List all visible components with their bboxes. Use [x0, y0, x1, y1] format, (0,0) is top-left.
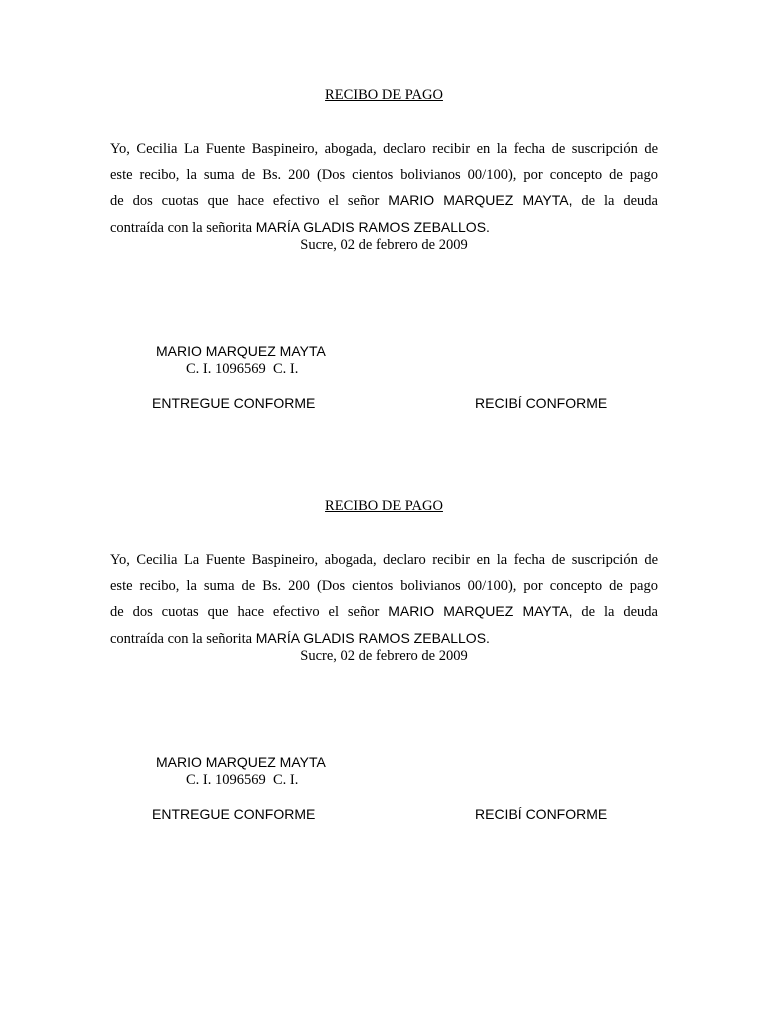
receipt-body-line-1: Yo, Cecilia La Fuente Baspineiro, abogada, declaro recibir en la fecha de suscripción de	[110, 141, 658, 157]
receipt-1	[0, 87, 768, 487]
place-date: Sucre, 02 de febrero de 2009	[300, 648, 468, 664]
creditor-name-inline: MARÍA GLADIS RAMOS ZEBALLOS.	[255, 218, 490, 235]
received-label: RECIBÍ CONFORME	[475, 806, 608, 822]
receipt-body	[110, 137, 658, 241]
payer-name-inline: MARIO MARQUEZ MAYTA,	[388, 192, 573, 208]
receipt-2	[0, 498, 768, 898]
receipt-body-line-3-start: de dos cuotas que hace efectivo el señor	[110, 604, 389, 620]
receipt-title: RECIBO DE PAGO	[325, 498, 443, 514]
receipt-body-line-3	[110, 599, 658, 626]
receipt-body	[110, 548, 658, 652]
place-date: Sucre, 02 de febrero de 2009	[300, 237, 468, 253]
receipt-body-line-3-start: de dos cuotas que hace efectivo el señor	[110, 193, 389, 209]
signer-ci: C. I. 1096569 C. I.	[186, 772, 299, 788]
receipt-body-line-3-end: de la deuda	[572, 604, 658, 620]
receipt-body-line-4-start: contraída con la señorita	[110, 630, 256, 647]
receipt-body-line-2: este recibo, la suma de Bs. 200 (Dos cientos bolivianos 00/100), por concepto de pago	[110, 577, 658, 594]
receipt-body-line-3-end: de la deuda	[572, 193, 658, 209]
signer-name: MARIO MARQUEZ MAYTA	[156, 343, 326, 359]
receipt-body-line-1: Yo, Cecilia La Fuente Baspineiro, abogada, declaro recibir en la fecha de suscripción de	[110, 552, 658, 568]
payer-name-inline: MARIO MARQUEZ MAYTA,	[388, 603, 573, 619]
receipt-body-line-2: este recibo, la suma de Bs. 200 (Dos cientos bolivianos 00/100), por concepto de pago	[110, 166, 658, 183]
signer-name: MARIO MARQUEZ MAYTA	[156, 754, 326, 770]
signer-ci: C. I. 1096569 C. I.	[186, 361, 299, 377]
delivered-label: ENTREGUE CONFORME	[152, 806, 316, 822]
receipt-body-line-4-start: contraída con la señorita	[110, 219, 256, 236]
receipt-body-line-3	[110, 188, 658, 215]
creditor-name-inline: MARÍA GLADIS RAMOS ZEBALLOS.	[255, 629, 490, 646]
delivered-label: ENTREGUE CONFORME	[152, 395, 316, 411]
received-label: RECIBÍ CONFORME	[475, 395, 608, 411]
receipt-title: RECIBO DE PAGO	[325, 87, 443, 103]
